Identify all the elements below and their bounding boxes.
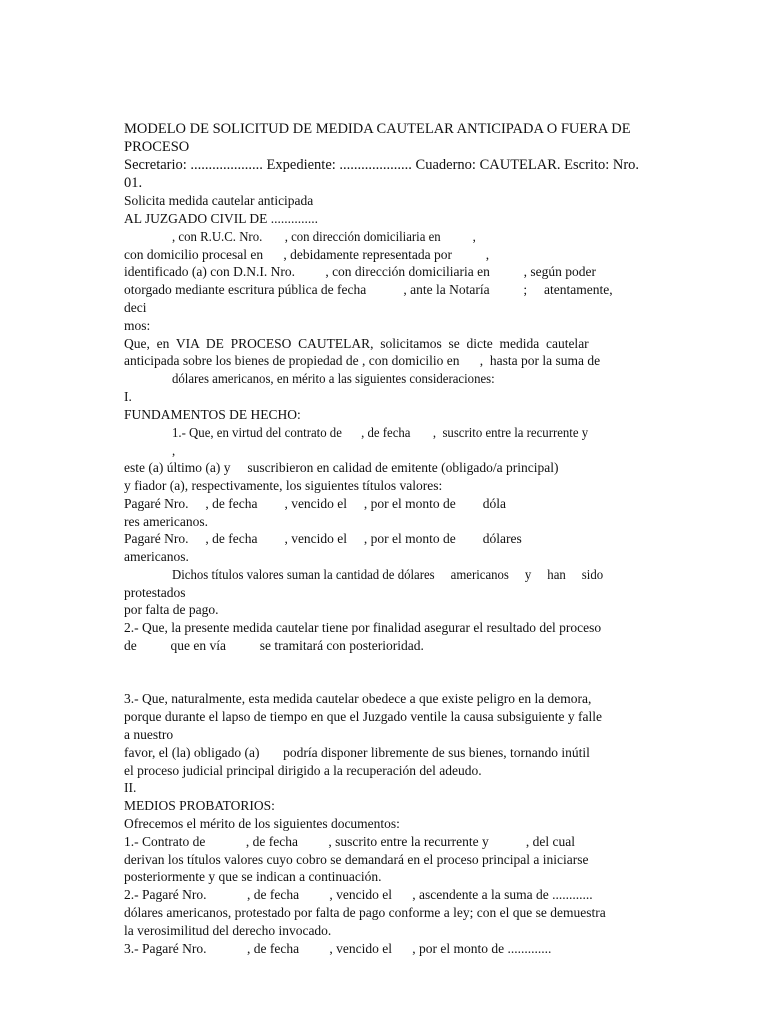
text-line: este (a) último (a) y suscribieron en calidad de emitente (obligado/a principal) [124, 460, 559, 475]
text-line: res americanos. [124, 514, 208, 529]
text-line: 2.- Que, la presente medida cautelar tiene por finalidad asegurar el resultado del proceso [124, 620, 602, 635]
text-line: Dichos títulos valores suman la cantidad de dólares americanos y han sido [172, 567, 604, 582]
text-line: la verosimilitud del derecho invocado. [124, 923, 332, 938]
text-line: , con R.U.C. Nro. , con dirección domiciliaria en , [172, 229, 476, 244]
text-line: 3.- Que, naturalmente, esta medida cautelar obedece a que existe peligro en la demora, [124, 691, 592, 706]
text-line: identificado (a) con D.N.I. Nro. , con dirección domiciliaria en , según poder [124, 264, 596, 279]
text-line: dólares americanos, protestado por falta de pago conforme a ley; con el que se demuestra [124, 905, 606, 920]
case-header-line: Secretario: .................... Expediente: .................... Cuaderno: CAUTELAR. Escrito: Nro. [124, 157, 640, 173]
text-line: dólares americanos, en mérito a las siguientes consideraciones: [172, 371, 495, 386]
text-line: con domicilio procesal en , debidamente representada por , [124, 247, 490, 262]
text-line: Que, en VIA DE PROCESO CAUTELAR, solicitamos se dicte medida cautelar [124, 336, 589, 351]
text-line: anticipada sobre los bienes de propiedad de , con domicilio en , hasta por la suma de [124, 353, 601, 368]
text-line: derivan los títulos valores cuyo cobro se demandará en el proceso principal a iniciarse [124, 852, 589, 867]
text-line: deci [124, 300, 147, 315]
petition-summary: Solicita medida cautelar anticipada [124, 193, 314, 208]
text-line: a nuestro [124, 727, 174, 742]
text-line: otorgado mediante escritura pública de fecha , ante la Notaría ; atentamente, [124, 282, 613, 297]
text-line: Pagaré Nro. , de fecha , vencido el , por el monto de dóla [124, 496, 507, 511]
text-line: protestados [124, 585, 186, 600]
text-line: favor, el (la) obligado (a) podría disponer libremente de sus bienes, tornando inútil [124, 745, 590, 760]
section-heading: FUNDAMENTOS DE HECHO: [124, 407, 301, 422]
text-line: 1.- Que, en virtud del contrato de , de fecha , suscrito entre la recurrente y [172, 425, 589, 440]
text-line: posteriormente y que se indican a continuación. [124, 869, 382, 884]
text-line: el proceso judicial principal dirigido a la recuperación del adeudo. [124, 763, 482, 778]
text-line: 3.- Pagaré Nro. , de fecha , vencido el , por el monto de ............. [124, 941, 552, 956]
text-line: Pagaré Nro. , de fecha , vencido el , por el monto de dólares [124, 531, 522, 546]
text-line: mos: [124, 318, 151, 333]
section-number: I. [124, 389, 132, 404]
text-line: y fiador (a), respectivamente, los siguientes títulos valores: [124, 478, 443, 493]
document-title-continued: PROCESO [124, 139, 190, 155]
text-line: de que en vía se tramitará con posterioridad. [124, 638, 424, 653]
section-number: II. [124, 780, 137, 795]
text-line: 1.- Contrato de , de fecha , suscrito entre la recurrente y , del cual [124, 834, 575, 849]
text-line: Ofrecemos el mérito de los siguientes documentos: [124, 816, 400, 831]
text-line: por falta de pago. [124, 602, 219, 617]
section-heading: MEDIOS PROBATORIOS: [124, 798, 275, 813]
text-line: 2.- Pagaré Nro. , de fecha , vencido el , ascendente a la suma de ............ [124, 887, 593, 902]
text-line: porque durante el lapso de tiempo en que el Juzgado ventile la causa subsiguiente y falle [124, 709, 602, 724]
document-title: MODELO DE SOLICITUD DE MEDIDA CAUTELAR ANTICIPADA O FUERA DE [124, 121, 631, 137]
case-header-line-continued: 01. [124, 175, 143, 191]
text-line: , [172, 443, 176, 458]
court-addressee: AL JUZGADO CIVIL DE .............. [124, 211, 318, 226]
text-line: americanos. [124, 549, 189, 564]
